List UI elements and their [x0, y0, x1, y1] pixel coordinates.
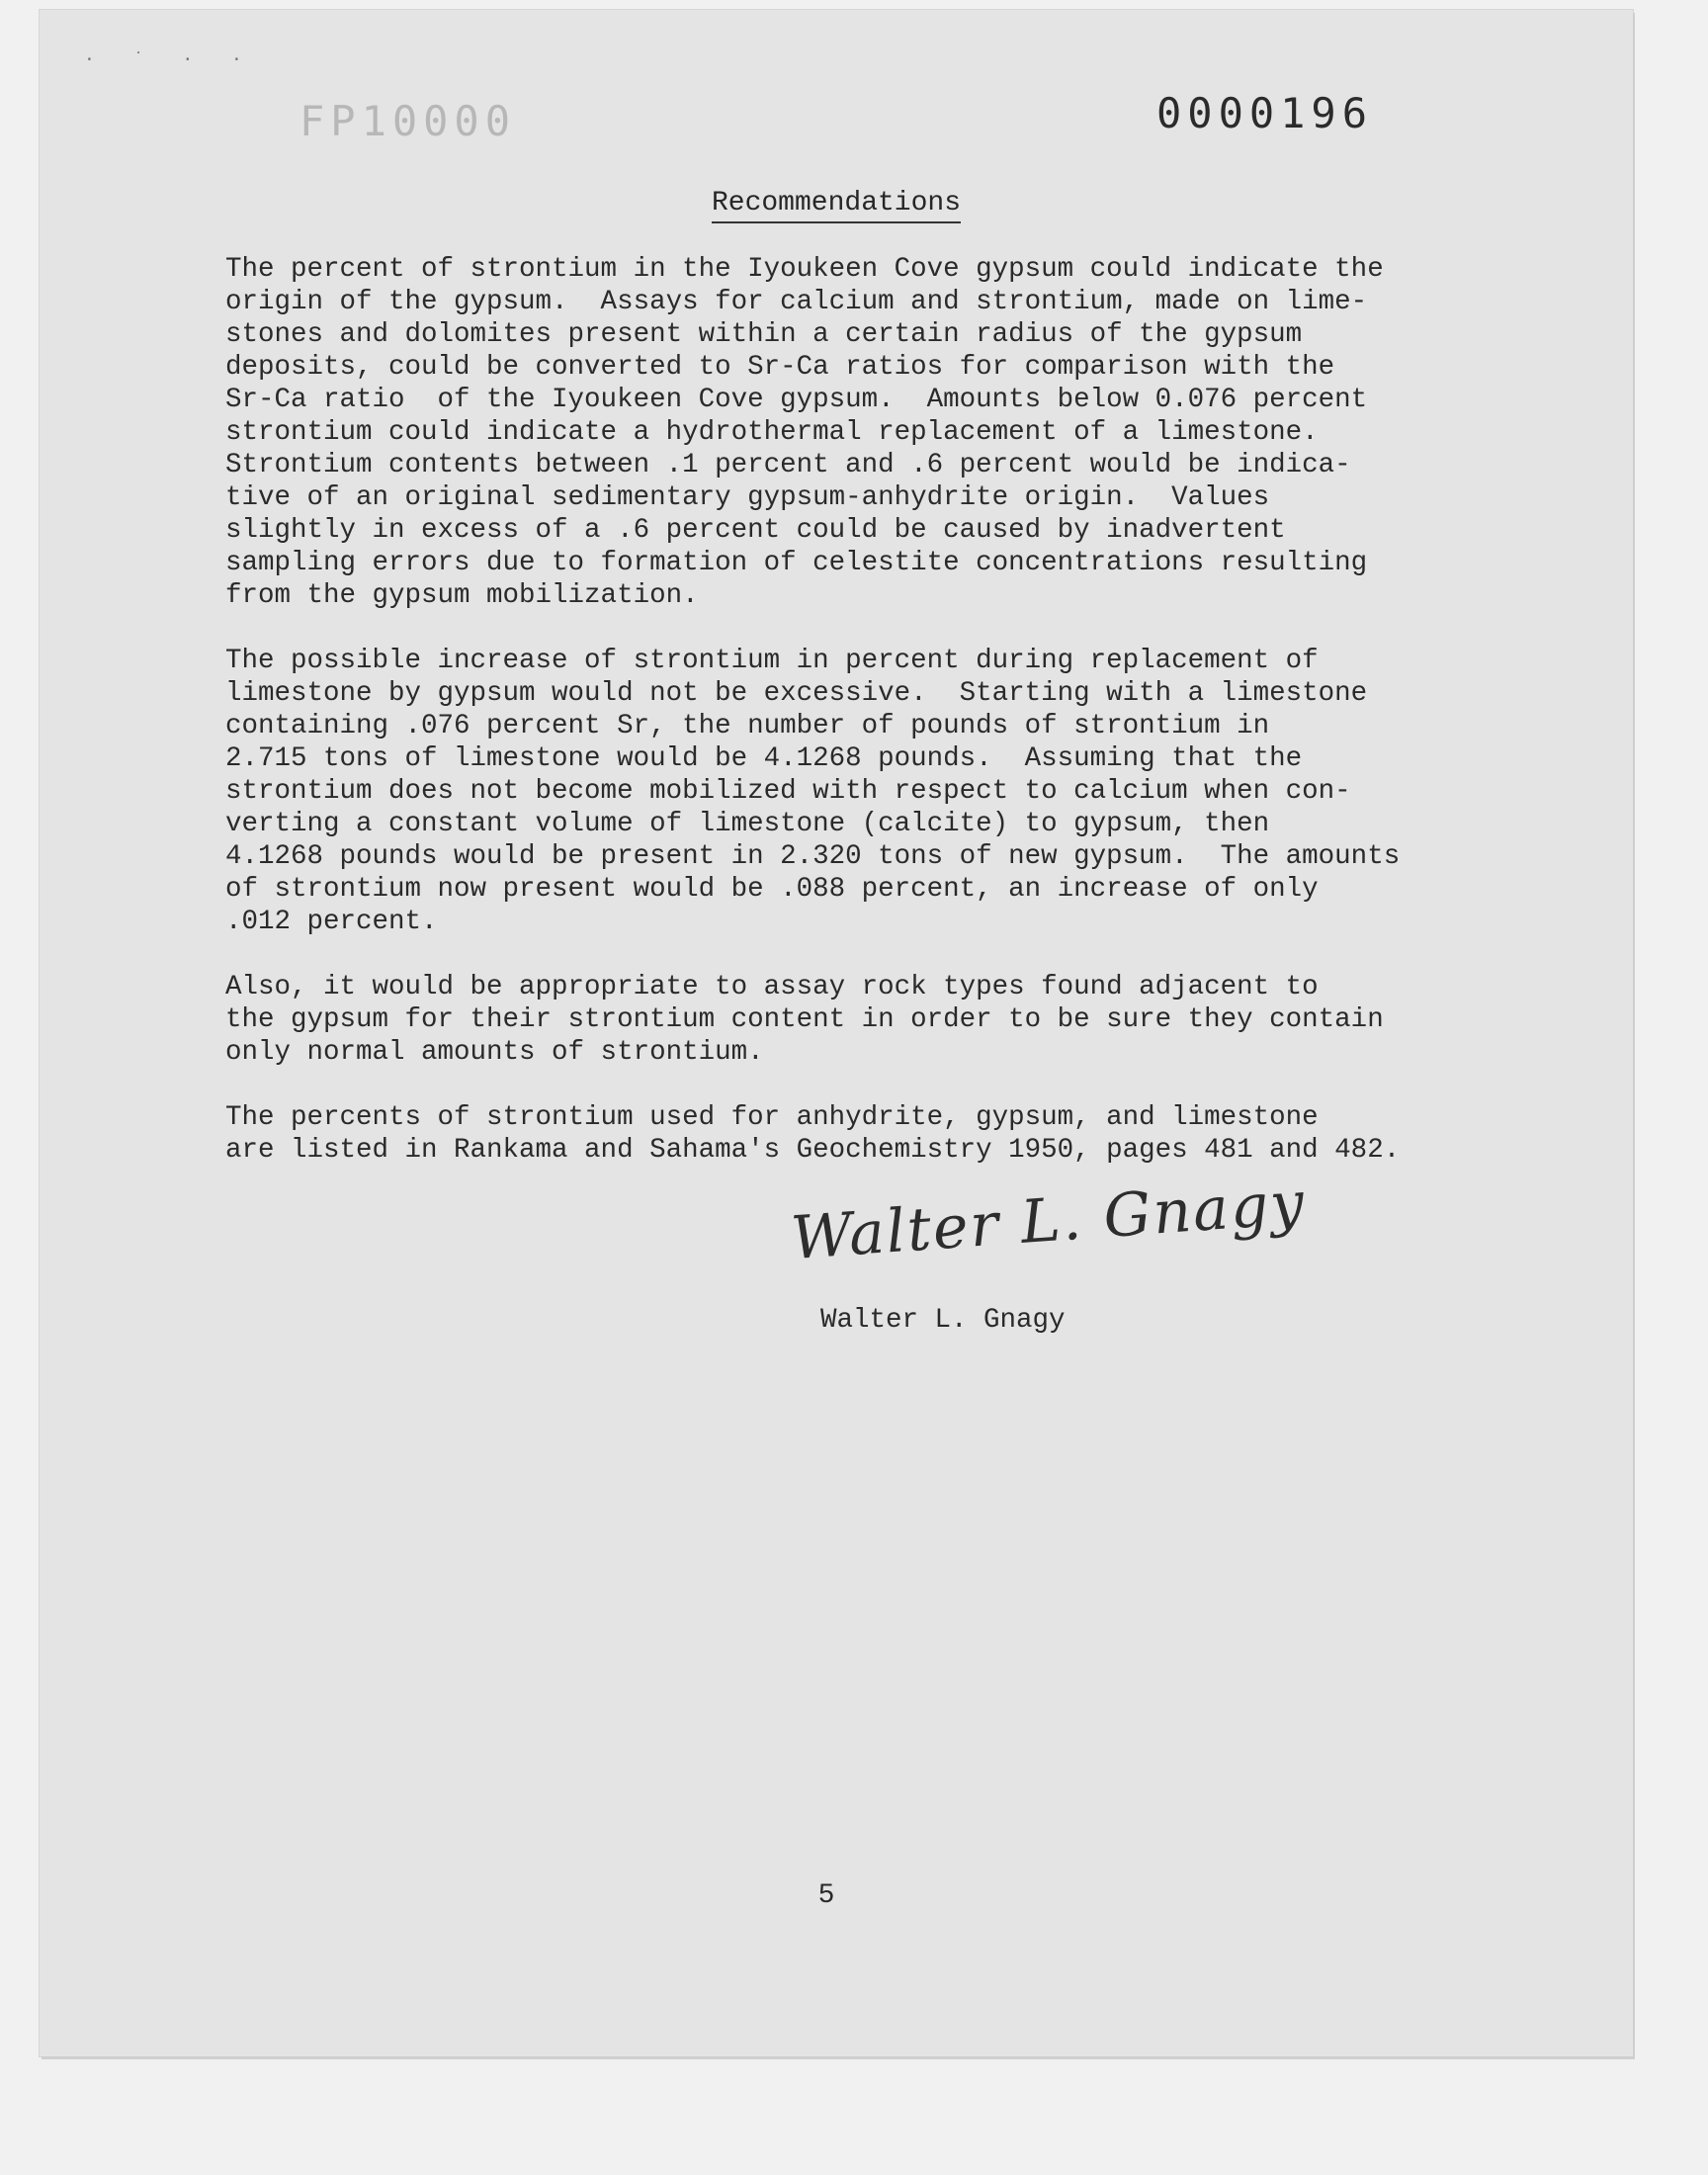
- text-line: stones and dolomites present within a certain radius of the gypsum: [225, 319, 1303, 350]
- text-line: 4.1268 pounds would be present in 2.320 tons of new gypsum. The amounts: [225, 841, 1401, 872]
- text-line: 2.715 tons of limestone would be 4.1268 pounds. Assuming that the: [225, 743, 1303, 774]
- text-line: strontium does not become mobilized with respect to calcium when con-: [225, 776, 1351, 807]
- page-number: 5: [817, 1880, 835, 1911]
- text-line: containing .076 percent Sr, the number of pounds of strontium in: [225, 711, 1270, 741]
- text-line: tive of an original sedimentary gypsum-anhydrite origin. Values: [225, 482, 1270, 513]
- paragraph-2: [225, 645, 1530, 938]
- text-line: origin of the gypsum. Assays for calcium and strontium, made on lime-: [225, 287, 1368, 317]
- text-line: Strontium contents between .1 percent and .6 percent would be indica-: [225, 450, 1351, 480]
- text-line: Sr-Ca ratio of the Iyoukeen Cove gypsum. Amounts below 0.076 percent: [225, 385, 1368, 415]
- paragraph-3: [225, 971, 1530, 1069]
- text-line: from the gypsum mobilization.: [225, 580, 699, 611]
- section-heading: [40, 188, 1633, 218]
- text-line: deposits, could be converted to Sr-Ca ratios for comparison with the: [225, 352, 1335, 383]
- text-line: sampling errors due to formation of celestite concentrations resulting: [225, 548, 1368, 578]
- text-line: are listed in Rankama and Sahama's Geochemistry 1950, pages 481 and 482.: [225, 1135, 1401, 1166]
- text-line: limestone by gypsum would not be excessive. Starting with a limestone: [225, 678, 1368, 709]
- document-number: 0000196: [1156, 89, 1374, 137]
- paragraph-4: [225, 1101, 1530, 1167]
- text-line: The percent of strontium in the Iyoukeen Cove gypsum could indicate the: [225, 254, 1384, 285]
- text-line: strontium could indicate a hydrothermal replacement of a limestone.: [225, 417, 1319, 448]
- text-line: Also, it would be appropriate to assay rock types found adjacent to: [225, 972, 1319, 1002]
- text-line: only normal amounts of strontium.: [225, 1037, 764, 1068]
- text-line: of strontium now present would be .088 percent, an increase of only: [225, 874, 1319, 905]
- text-line: The percents of strontium used for anhydrite, gypsum, and limestone: [225, 1102, 1319, 1133]
- text-line: verting a constant volume of limestone (calcite) to gypsum, then: [225, 809, 1270, 839]
- text-line: the gypsum for their strontium content in order to be sure they contain: [225, 1004, 1384, 1035]
- document-page: [40, 10, 1633, 2056]
- section-heading-text: Recommendations: [712, 188, 961, 223]
- text-line: .012 percent.: [225, 907, 438, 937]
- scan-specks: · ˙ · ·: [84, 49, 256, 70]
- text-line: slightly in excess of a .6 percent could be caused by inadvertent: [225, 515, 1286, 546]
- faded-stamp-number: FP10000: [299, 97, 517, 145]
- handwritten-signature: Walter L. Gnagy: [789, 1168, 1309, 1274]
- text-line: The possible increase of strontium in percent during replacement of: [225, 646, 1319, 676]
- signatory-name: Walter L. Gnagy: [820, 1305, 1066, 1336]
- paragraph-1: [225, 253, 1530, 612]
- document-body: [225, 253, 1530, 1199]
